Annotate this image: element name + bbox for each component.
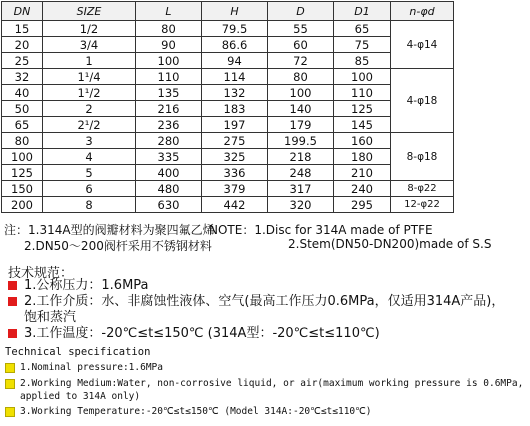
spec-cn-text-2-cont: 饱和蒸汽	[24, 310, 77, 325]
cell-dn: 40	[2, 85, 43, 101]
cell-d1: 210	[334, 165, 391, 181]
note-line-1	[4, 221, 433, 238]
header-h: H	[202, 2, 268, 21]
cell-bolt-holes: 8-φ18	[391, 133, 454, 181]
table-row	[2, 85, 454, 101]
cell-d1: 75	[334, 37, 391, 53]
cell-l: 110	[136, 69, 202, 85]
spec-cn-text-1: 1.公称压力：1.6MPa	[24, 278, 149, 293]
cell-bolt-holes: 12-φ22	[391, 197, 454, 213]
cell-l: 100	[136, 53, 202, 69]
cell-d: 199.5	[268, 133, 334, 149]
cell-h: 336	[202, 165, 268, 181]
table-body	[2, 21, 454, 213]
header-l: L	[136, 2, 202, 21]
cell-d1: 295	[334, 197, 391, 213]
cell-dn: 20	[2, 37, 43, 53]
cell-d: 60	[268, 37, 334, 53]
spec-en-text-2-cont: applied to 314A only)	[20, 391, 141, 402]
table-row	[2, 21, 454, 37]
cell-d1: 110	[334, 85, 391, 101]
cell-dn: 100	[2, 149, 43, 165]
header-d1: D1	[334, 2, 391, 21]
cell-size: 6	[43, 181, 136, 197]
cell-bolt-holes: 4-φ14	[391, 21, 454, 69]
cell-l: 236	[136, 117, 202, 133]
cell-h: 94	[202, 53, 268, 69]
cell-size: 2¹/2	[43, 117, 136, 133]
cell-h: 197	[202, 117, 268, 133]
cell-size: 4	[43, 149, 136, 165]
cell-h: 183	[202, 101, 268, 117]
table-row	[2, 197, 454, 213]
cell-dn: 200	[2, 197, 43, 213]
spec-en-text-3: 3.Working Temperature:-20℃≤t≤150℃ (Model 314A:-20℃≤t≤110℃)	[20, 406, 372, 417]
cell-h: 86.6	[202, 37, 268, 53]
red-bullet-icon	[8, 297, 17, 306]
cell-d: 248	[268, 165, 334, 181]
yellow-bullet-icon	[5, 407, 15, 417]
cell-h: 275	[202, 133, 268, 149]
header-size: SIZE	[43, 2, 136, 21]
cell-l: 400	[136, 165, 202, 181]
cell-dn: 150	[2, 181, 43, 197]
dimension-table	[1, 1, 454, 213]
cell-size: 3/4	[43, 37, 136, 53]
cell-size: 1¹/4	[43, 69, 136, 85]
cell-size: 1¹/2	[43, 85, 136, 101]
cell-d1: 145	[334, 117, 391, 133]
cell-d1: 240	[334, 181, 391, 197]
yellow-bullet-icon	[5, 379, 15, 389]
cell-l: 280	[136, 133, 202, 149]
red-bullet-icon	[8, 329, 17, 338]
cell-d: 72	[268, 53, 334, 69]
table-row	[2, 53, 454, 69]
cell-dn: 32	[2, 69, 43, 85]
cell-l: 80	[136, 21, 202, 37]
cell-d: 320	[268, 197, 334, 213]
cell-size: 8	[43, 197, 136, 213]
note-line-2	[24, 237, 492, 254]
cell-d: 179	[268, 117, 334, 133]
cell-d1: 125	[334, 101, 391, 117]
cell-l: 90	[136, 37, 202, 53]
spec-en-text-1: 1.Nominal pressure:1.6MPa	[20, 362, 163, 373]
cell-h: 132	[202, 85, 268, 101]
table-row	[2, 69, 454, 85]
spec-en-text-2: 2.Working Medium:Water, non-corrosive liquid, or air(maximum working pressure is 0.6MPa,	[20, 378, 524, 389]
cell-d1: 100	[334, 69, 391, 85]
cell-dn: 25	[2, 53, 43, 69]
cell-dn: 65	[2, 117, 43, 133]
cell-d: 218	[268, 149, 334, 165]
table-row	[2, 37, 454, 53]
table-row	[2, 149, 454, 165]
cell-size: 5	[43, 165, 136, 181]
cell-size: 3	[43, 133, 136, 149]
table-row	[2, 165, 454, 181]
table-row	[2, 181, 454, 197]
cell-d: 317	[268, 181, 334, 197]
cell-d: 140	[268, 101, 334, 117]
header-bolt-holes: n-φd	[391, 2, 454, 21]
cell-dn: 125	[2, 165, 43, 181]
table-row	[2, 133, 454, 149]
note-en-1: NOTE：1.Disc for 314A made of PTFE	[209, 223, 433, 237]
cell-l: 135	[136, 85, 202, 101]
table-row	[2, 101, 454, 117]
cell-d: 80	[268, 69, 334, 85]
spec-cn-text-2: 2.工作介质：水、非腐蚀性液体、空气(最高工作压力0.6MPa，仅适用314A产品)，	[24, 294, 505, 309]
red-bullet-icon	[8, 281, 17, 290]
cell-h: 114	[202, 69, 268, 85]
cell-h: 325	[202, 149, 268, 165]
spec-en-title: Technical specification	[5, 346, 151, 358]
cell-d: 100	[268, 85, 334, 101]
note-cn-2: 2.DN50～200阀杆采用不锈钢材料	[24, 239, 212, 253]
note-cn-1: 注：1.314A型的阀瓣材料为聚四氟乙烯	[4, 223, 215, 237]
cell-bolt-holes: 8-φ22	[391, 181, 454, 197]
cell-h: 379	[202, 181, 268, 197]
cell-l: 480	[136, 181, 202, 197]
header-dn: DN	[2, 2, 43, 21]
table-header-row	[2, 2, 454, 21]
cell-dn: 50	[2, 101, 43, 117]
cell-d1: 180	[334, 149, 391, 165]
cell-l: 335	[136, 149, 202, 165]
spec-cn-text-3: 3.工作温度：-20℃≤t≤150℃ (314A型：-20℃≤t≤110℃)	[24, 326, 380, 341]
cell-dn: 80	[2, 133, 43, 149]
note-en-2: 2.Stem(DN50-DN200)made of S.S	[288, 237, 492, 251]
cell-dn: 15	[2, 21, 43, 37]
cell-d1: 85	[334, 53, 391, 69]
header-d: D	[268, 2, 334, 21]
cell-h: 442	[202, 197, 268, 213]
cell-size: 1	[43, 53, 136, 69]
spec-cn-title: 技术规范：	[8, 266, 74, 281]
cell-bolt-holes: 4-φ18	[391, 69, 454, 133]
table-row	[2, 117, 454, 133]
cell-h: 79.5	[202, 21, 268, 37]
cell-d1: 65	[334, 21, 391, 37]
cell-l: 216	[136, 101, 202, 117]
cell-d1: 160	[334, 133, 391, 149]
cell-size: 1/2	[43, 21, 136, 37]
cell-size: 2	[43, 101, 136, 117]
yellow-bullet-icon	[5, 363, 15, 373]
cell-l: 630	[136, 197, 202, 213]
cell-d: 55	[268, 21, 334, 37]
